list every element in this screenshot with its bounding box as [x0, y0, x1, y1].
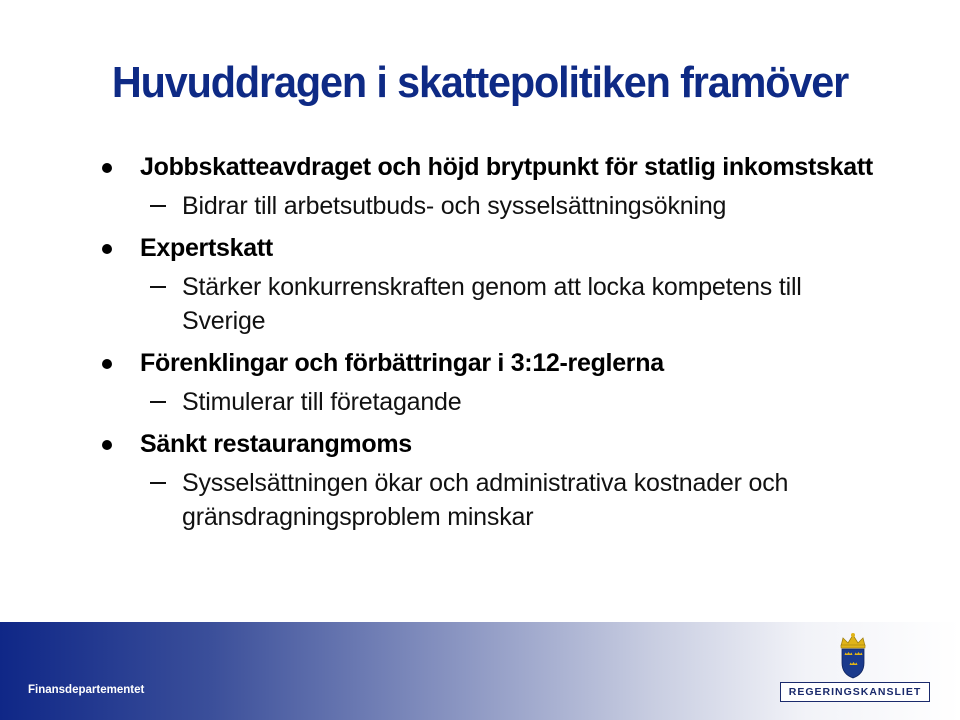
bullet-item: [100, 150, 880, 185]
bullet-list: [100, 150, 880, 542]
regeringskansliet-logo: [780, 632, 930, 704]
sub-bullet-text: Sysselsättningen ökar och administrativa kostnader och gränsdragningsproblem minskar: [182, 469, 789, 531]
sub-bullet-text: Stimulerar till företagande: [182, 388, 462, 416]
bullet-text: Sänkt restaurangmoms: [140, 430, 412, 458]
dash-icon: [150, 401, 166, 403]
dash-icon: [150, 482, 166, 484]
bullet-dot-icon: [102, 440, 112, 450]
bullet-text: Förenklingar och förbättringar i 3:12-reglerna: [140, 349, 664, 377]
bullet-dot-icon: [102, 359, 112, 369]
sub-bullet-text: Bidrar till arbetsutbuds- och sysselsättningsökning: [182, 192, 727, 220]
sub-bullet-text: Stärker konkurrenskraften genom att locka kompetens till Sverige: [182, 273, 802, 335]
bullet-dot-icon: [102, 163, 112, 173]
dash-icon: [150, 205, 166, 207]
dash-icon: [150, 286, 166, 288]
crown-shield-icon: [835, 632, 871, 680]
logo-wordmark: REGERINGSKANSLIET: [780, 682, 930, 702]
bullet-text: Expertskatt: [140, 234, 273, 262]
bullet-item: [100, 231, 880, 266]
department-name: Finansdepartementet: [28, 684, 145, 696]
bullet-item: [100, 427, 880, 462]
sub-bullet-item: [100, 385, 880, 419]
bullet-dot-icon: [102, 244, 112, 254]
sub-bullet-item: [100, 466, 880, 534]
sub-bullet-item: [100, 270, 880, 338]
slide-title: Huvuddragen i skattepolitiken framöver: [111, 58, 849, 107]
bullet-text: Jobbskatteavdraget och höjd brytpunkt för statlig inkomstskatt: [140, 153, 873, 181]
bullet-item: [100, 346, 880, 381]
sub-bullet-item: [100, 189, 880, 223]
